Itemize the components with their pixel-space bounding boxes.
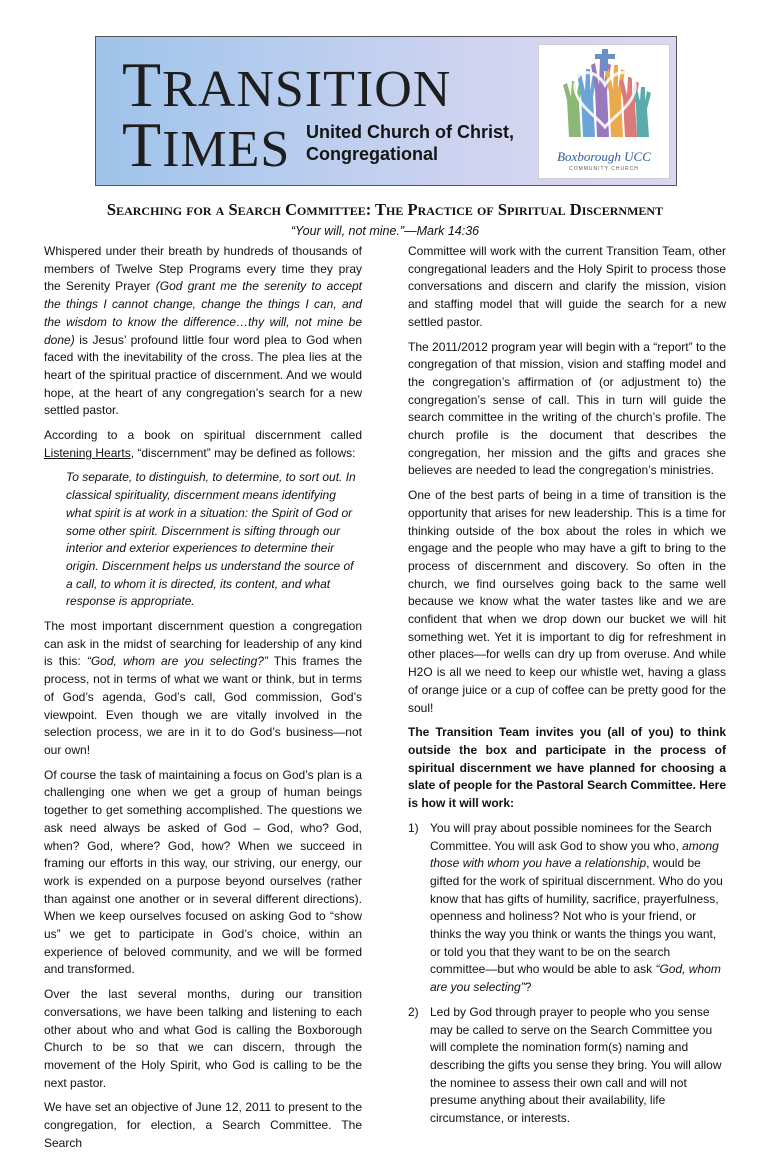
article-epigraph: “Your will, not mine.”—Mark 14:36 <box>290 224 480 238</box>
step-number: 1) <box>408 820 419 835</box>
paragraph: One of the best parts of being in a time of transition is the opportunity that arises for new leadership. This is a time for thinking outside of the box about the roles in which we engage and the people who may have a gift to bring to the process of discernment and discovery. So often in the church, we find ourselves going back to the same well because we know what the water tastes like and we are confident that when we drop down our bucket we will hit something wet. Yet it is important to dig for refreshment in other places—for wells can dry up from overuse. And while H2O is all we need to keep our whistle wet, having a glass of orange juice or a cup of coffee can be pretty good for the soul! <box>408 488 726 715</box>
paragraph: The most important discernment question a congregation can ask in the midst of searching for leadership of any kind is this: “God, whom are you selecting?” This frames the process, not in terms of what we want or think, but in terms of God’s agenda, God’s call, God commission, God’s viewpoint. Even though we are vitally involved in the selection process, we are in it to do God’s business—not our own! <box>44 619 362 757</box>
organization-line-2: Congregational <box>306 144 439 164</box>
paragraph: Of course the task of maintaining a focus on God’s plan is a challenging one when we get a group of human beings together to get something accomplished. The questions we ask need always be asked of God – God, who? God, when? God, where? God, how? When we succeed in framing our efforts in this way, our striving, our energy, our work is expended on a purpose beyond ourselves (rather than against one another or in several different directions). When we keep ourselves focused on asking God to “show us” we get to participate in God’s choice, within an experience of beloved community, and we will be formed and transformed. <box>44 767 362 977</box>
paragraph: Committee will work with the current Transition Team, other congregational leaders and the Holy Spirit to process those conversations and discern and clarify the mission, vision and staffing model that will guide the search for a new settled pastor. <box>408 244 726 329</box>
masthead-title-line-1: TRANSITION <box>122 49 452 120</box>
paragraph: Over the last several months, during our transition conversations, we have been talking and listening to each other about who and what God is calling the Boxborough Church to be so that we can discern, through the movement of the Holy Spirit, who God is calling to be the next pastor. <box>44 987 362 1090</box>
organization-line-1: United Church of Christ, <box>306 122 514 142</box>
left-column <box>44 243 362 1159</box>
masthead-title-line-2: TIMES <box>122 109 291 180</box>
paragraph: The 2011/2012 program year will begin with a “report” to the congregation of that mission, vision and staffing model and the congregation’s affirmation of (or adjustment to) the congregation’s sense of call. This in turn will guide the search committee in the writing of the church’s profile. The church profile is the document that describes the congregation, her mission and the gifts and graces she believes are needed to lead the congregation’s ministries. <box>408 339 726 478</box>
block-quote: To separate, to distinguish, to determine, to sort out. In classical spirituality, discernment means identifying what spirit is at work in a situation: the Spirit of God or some other spirit. Discernment is sifting through our interior and exterior experiences to determine their origin. Discernment helps us understand the source of a call, to whom it is directed, its content, and what response is appropriate. <box>66 470 356 609</box>
logo-subtext: COMMUNITY CHURCH <box>569 166 639 172</box>
article-headline: Searching for a Search Committee: The Practice of Spiritual Discernment <box>106 200 664 219</box>
steps-list <box>408 820 726 1128</box>
masthead-banner <box>95 36 677 186</box>
step-number: 2) <box>408 1004 419 1019</box>
paragraph: Whispered under their breath by hundreds of thousands of members of Twelve Step Programs every time they pray the Serenity Prayer (God grant me the serenity to accept the things I cannot change, change the things I can, and the wisdom to know the difference…thy will, not mine be done) is Jesus’ profound little four word plea to God when faced with the inevitability of the cross. The plea lies at the heart of the spiritual practice of discernment. And we would hope, at the heart of any congregation’s search for a new settled pastor. <box>44 244 362 418</box>
list-item: 2) Led by God through prayer to people who you sense may be called to serve on the Search Committee you will complete the nomination form(s) naming and describing the gifts you sense they bring. You will allow the nominee to assess their own call and will not presume anything about their availability, life circumstance, or interests. <box>408 1004 722 1126</box>
logo-wordmark: Boxborough UCC <box>557 149 651 164</box>
raised-hands-heart-icon <box>539 45 671 149</box>
paragraph: According to a book on spiritual discernment called Listening Hearts, “discernment” may be defined as follows: <box>44 428 362 460</box>
list-item: 1) You will pray about possible nominees for the Search Committee. You will ask God to show you who, among those with whom you have a relationship, would be gifted for the work of spiritual discernment. Who do you know that has gifts of humility, sacrifice, prayerfulness, openness and holiness? Not who is your friend, or thinks the way you think or wants the things you want, or told you that they want to be on the search committee—but who would be able to ask “God, whom are you selecting”? <box>408 820 723 995</box>
church-logo <box>538 44 670 179</box>
book-title: Listening Hearts <box>44 445 131 460</box>
right-column <box>408 243 726 1135</box>
invitation-paragraph: The Transition Team invites you (all of you) to think outside the box and participate in the process of spiritual discernment we have planned for choosing a slate of people for the Pastoral Search Committee. Here is how it will work: <box>408 725 726 811</box>
paragraph: We have set an objective of June 12, 2011 to present to the congregation, for election, a Search Committee. The Search <box>44 1100 362 1150</box>
masthead-organization <box>306 121 514 165</box>
